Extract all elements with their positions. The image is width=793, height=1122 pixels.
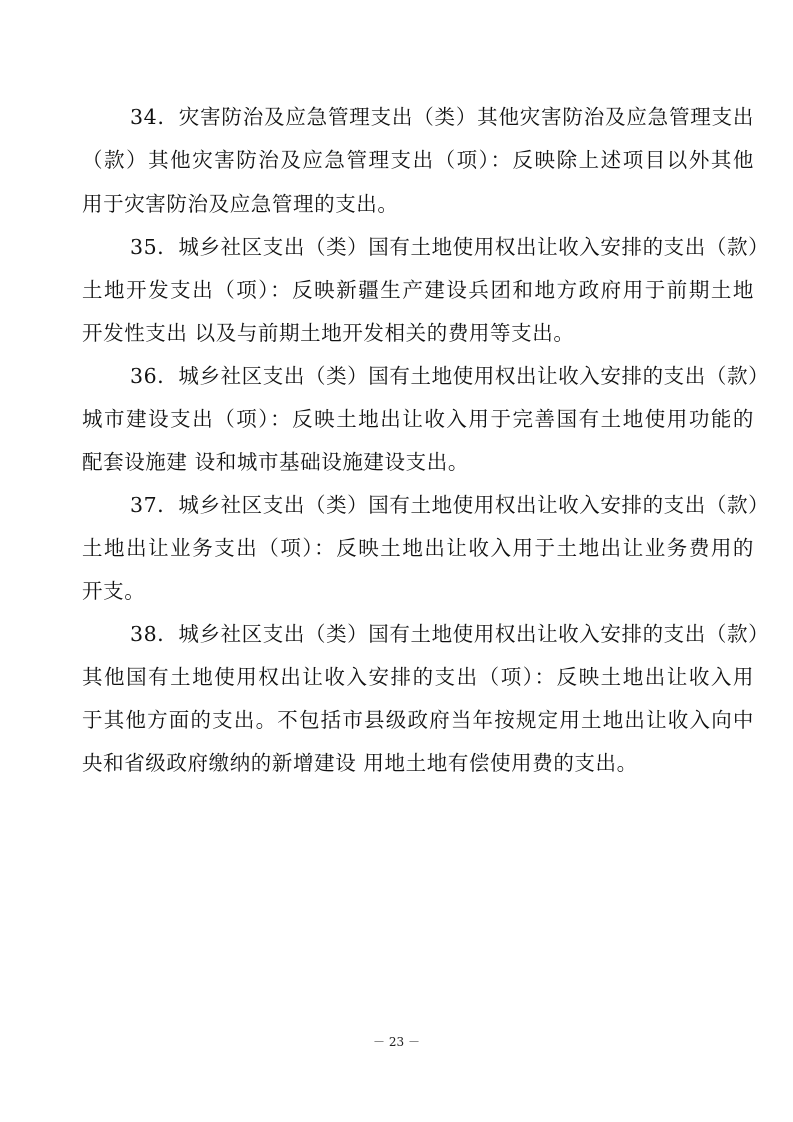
paragraph-line: 配套设施建 设和城市基础设施建设支出。	[82, 450, 469, 474]
paragraph-line: 开支。	[82, 579, 146, 603]
paragraph-line: 用于灾害防治及应急管理的支出。	[82, 192, 399, 216]
paragraph-line: 其他国有土地使用权出让收入安排的支出（项）：反映土地出让收入用	[82, 665, 754, 689]
paragraph-line: 于其他方面的支出。不包括市县级政府当年按规定用土地出让收入向中	[82, 708, 754, 732]
paragraph-line: 开发性支出 以及与前期土地开发相关的费用等支出。	[82, 321, 575, 345]
paragraph-line: 37．城乡社区支出（类）国有土地使用权出让收入安排的支出（款）	[130, 493, 770, 517]
paragraph-line: （款）其他灾害防治及应急管理支出（项）：反映除上述项目以外其他	[82, 148, 754, 172]
paragraph-line: 央和省级政府缴纳的新增建设 用地土地有偿使用费的支出。	[82, 751, 638, 775]
paragraph-line: 土地出让业务支出（项）：反映土地出让收入用于土地出让业务费用的	[82, 536, 754, 560]
paragraph-line: 38．城乡社区支出（类）国有土地使用权出让收入安排的支出（款）	[130, 622, 770, 646]
paragraph-line: 土地开发支出（项）：反映新疆生产建设兵团和地方政府用于前期土地	[82, 278, 754, 302]
paragraph-line: 城市建设支出（项）：反映土地出让收入用于完善国有土地使用功能的	[82, 407, 754, 431]
paragraph-line: 34．灾害防治及应急管理支出（类）其他灾害防治及应急管理支出	[130, 105, 754, 129]
page-number: － 23 －	[373, 1035, 420, 1049]
paragraph-line: 35．城乡社区支出（类）国有土地使用权出让收入安排的支出（款）	[130, 235, 770, 259]
paragraph-line: 36．城乡社区支出（类）国有土地使用权出让收入安排的支出（款）	[130, 364, 770, 388]
